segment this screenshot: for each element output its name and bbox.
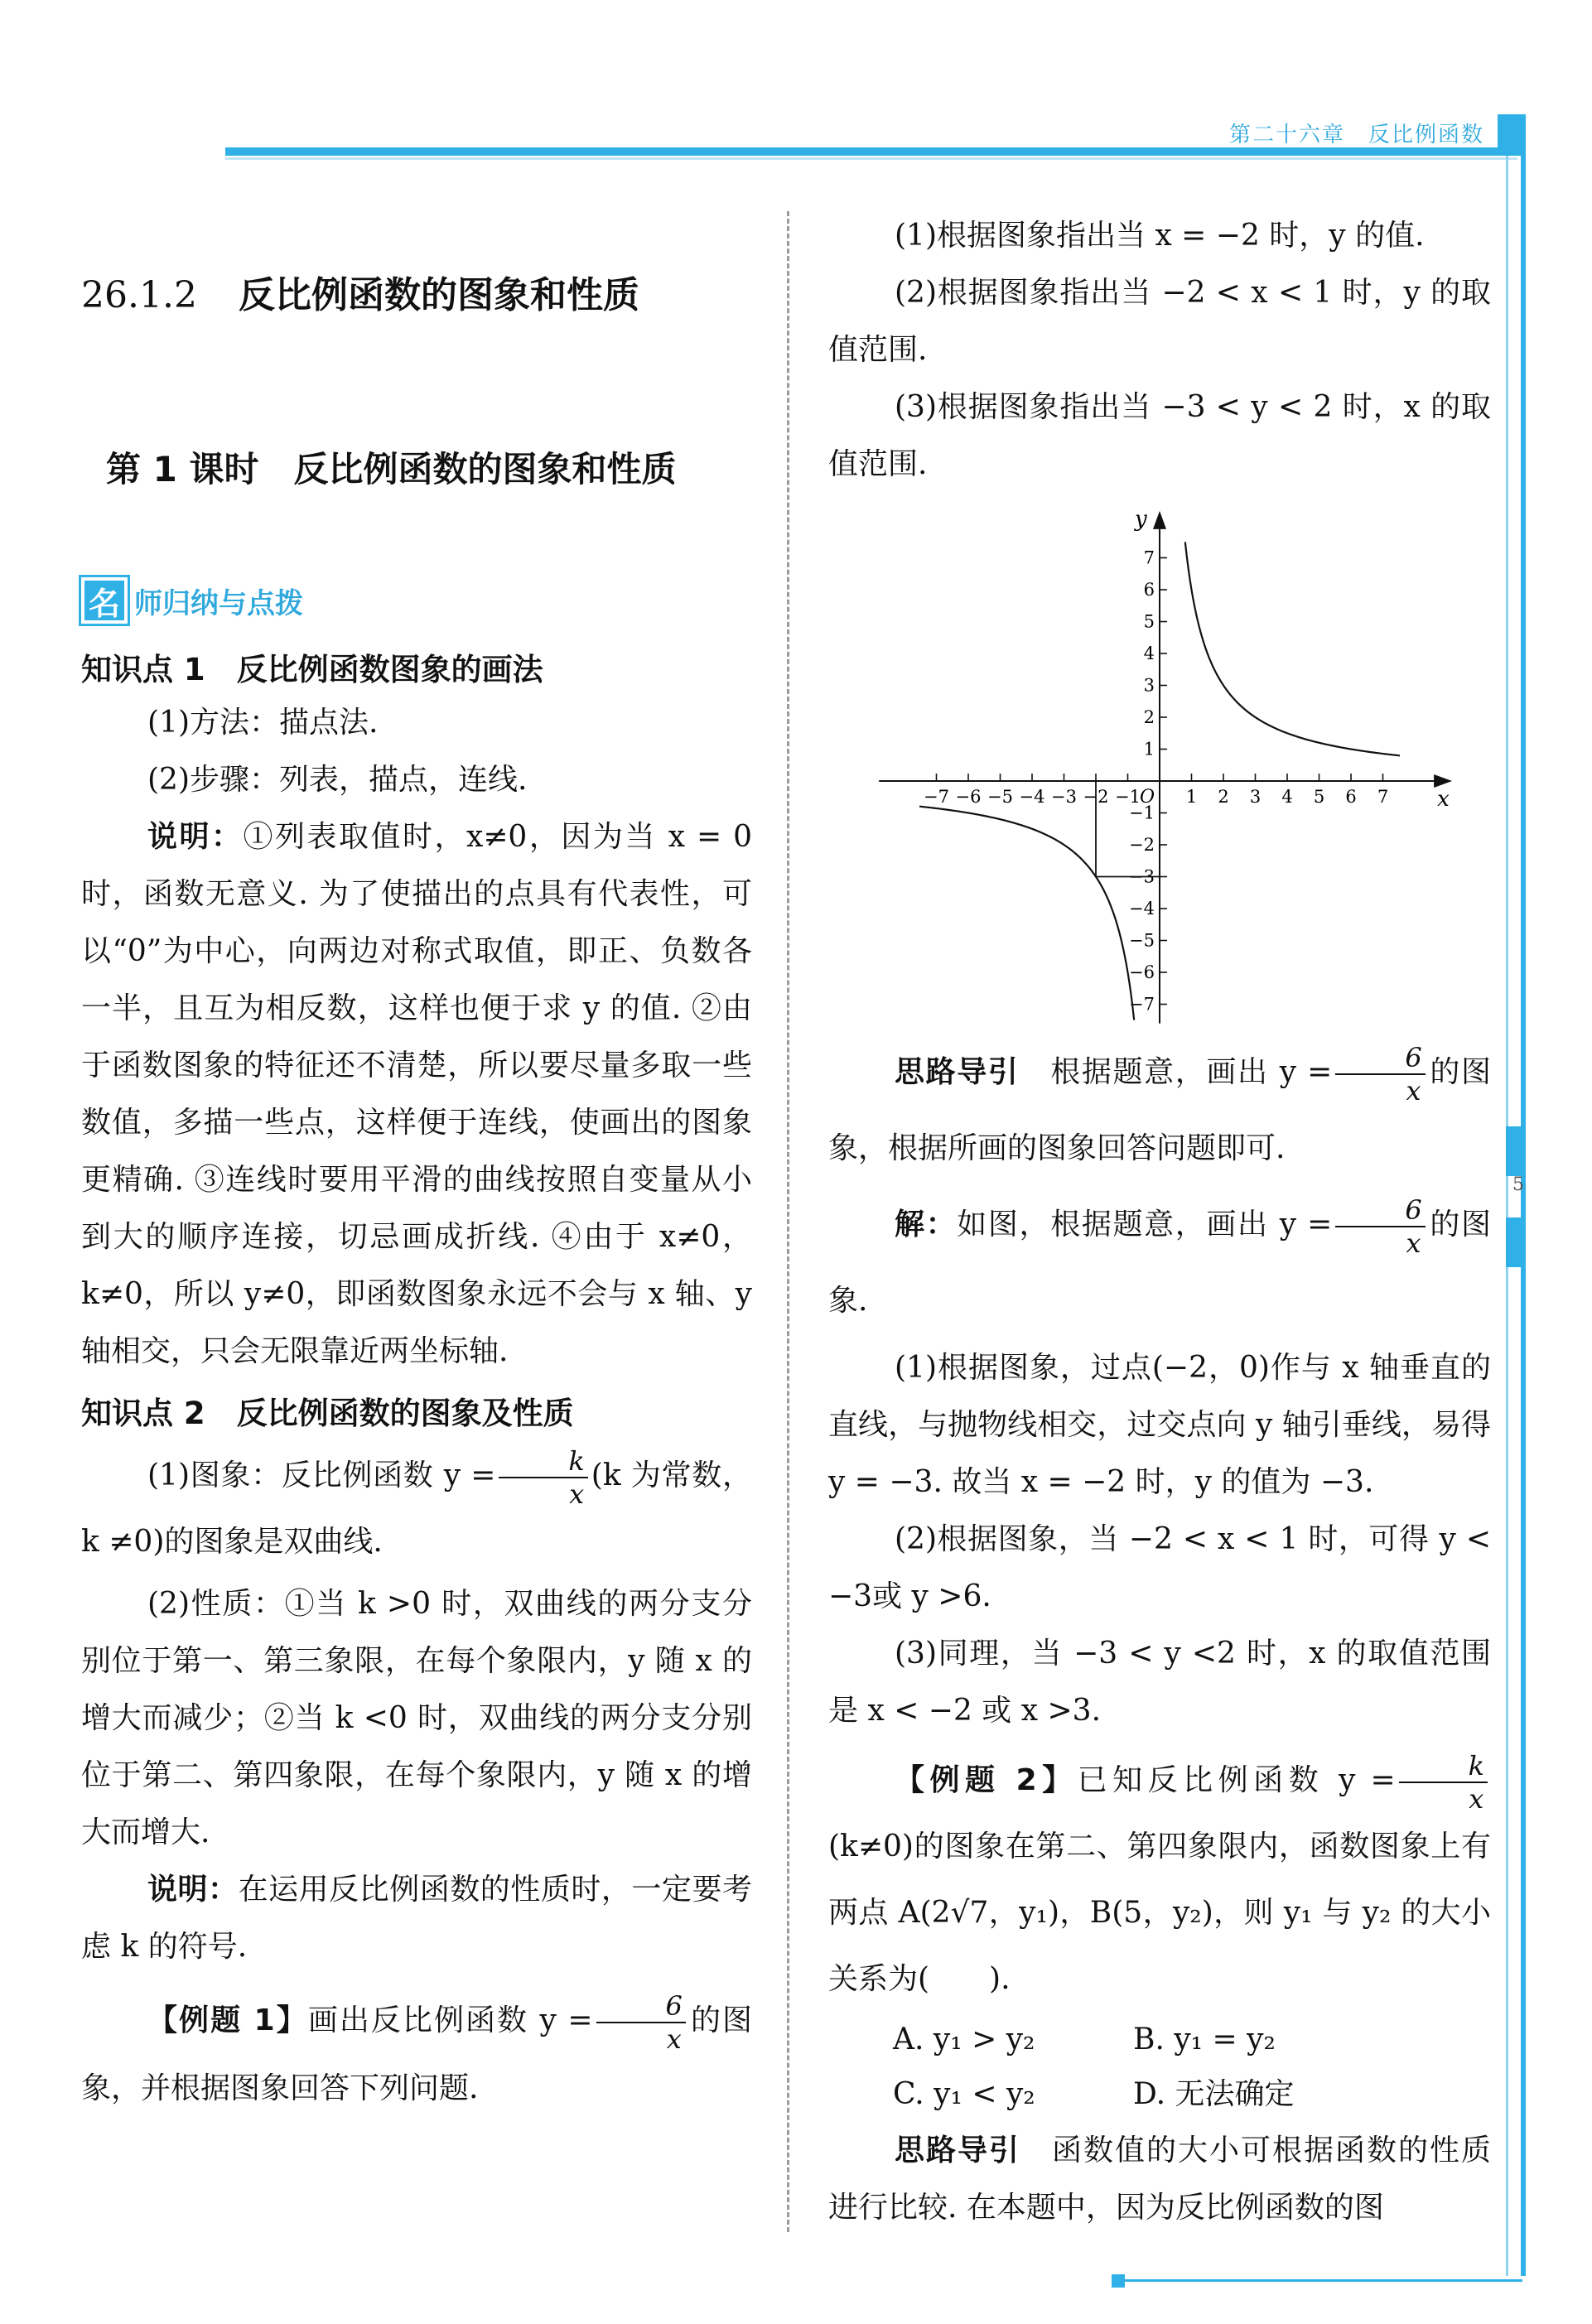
solution (828, 1187, 1491, 1339)
ming-badge-icon: 名 (81, 577, 128, 624)
y-axis-label: y (1135, 506, 1147, 532)
y-tick-label: −7 (1129, 994, 1155, 1015)
y-tick-label: 1 (1143, 739, 1155, 759)
option-a: A. y₁ > y₂ (893, 2023, 1035, 2056)
y-tick-label: −3 (1129, 866, 1155, 887)
hint-2-text: 函数值的大小可根据函数的性质进行比较. 在本题中，因为反比例函数的图 (828, 2134, 1491, 2225)
example-1-pre: 画出反比例函数 y = (307, 2003, 593, 2037)
kp2-note (81, 1861, 752, 1975)
x-axis-arrow (1434, 774, 1452, 788)
x-tick-label: −5 (987, 787, 1013, 807)
x-tick-label: 4 (1281, 787, 1293, 807)
left-column (81, 248, 752, 2123)
fraction-denominator: x (1469, 1783, 1484, 1815)
x-tick-label: 3 (1249, 787, 1262, 807)
example-2 (828, 1748, 1491, 2013)
kp1-method: (1)方法：描点法. (147, 706, 379, 740)
x-tick-label: 2 (1218, 787, 1229, 807)
hyperbola-branch-3 (889, 803, 1134, 1020)
y-tick-label: −5 (1129, 930, 1155, 951)
fraction-numerator: 6 (596, 1993, 686, 2023)
y-tick-label: −1 (1129, 803, 1155, 823)
fraction-denominator: x (569, 1478, 585, 1510)
banner-text: 师归纳与点拨 (134, 586, 303, 620)
options-row-1 (893, 2013, 1491, 2067)
hyperbola-branch-1 (1185, 542, 1430, 759)
y-tick-label: −6 (1129, 962, 1155, 982)
hint-1-label: 思路导引 (895, 1055, 1020, 1089)
x-tick-label: −6 (955, 787, 982, 807)
x-axis-label: x (1437, 787, 1450, 812)
example-1-post: 的图象，并根据图象回答下列问题. (81, 2003, 752, 2105)
x-tick-label: 5 (1313, 787, 1325, 807)
section-title: 反比例函数的图象和性质 (238, 274, 639, 316)
header-rule (225, 147, 1517, 156)
page-tab-upper (1506, 1126, 1526, 1176)
kp2-property: (2)性质：①当 k >0 时，双曲线的两分支分别位于第一、第三象限，在每个象限内，y 随 x 的增大而减少；②当 k <0 时，双曲线的两分支分别位于第二、第四象限，在每个象限内，y 随 x 的增大而增大. (81, 1587, 752, 1849)
header-rule-light (225, 157, 1517, 160)
example-1-tag: 【例题 1】 (147, 2003, 308, 2037)
bottom-square-marker (1112, 2274, 1125, 2288)
solution-post: 的图象. (828, 1208, 1491, 1318)
y-tick-label: −2 (1129, 835, 1155, 855)
fraction-denominator: x (1406, 1227, 1421, 1259)
kp2-note-label: 说明： (147, 1873, 239, 1907)
kp2-graph (81, 1443, 752, 1575)
kp2-graph-post: (k 为常数，k ≠0)的图象是双曲线. (81, 1459, 752, 1559)
fraction-numerator: 6 (1335, 1197, 1425, 1227)
kp1-name: 反比例函数图象的画法 (236, 652, 543, 687)
answer-2: (2)根据图象，当 −2 < x < 1 时，可得 y < −3或 y >6. (828, 1522, 1491, 1613)
kp1-note-label: 说明： (147, 820, 244, 854)
question-3: (3)根据图象指出当 −3 < y < 2 时，x 的取值范围. (828, 390, 1491, 481)
y-tick-label: 6 (1143, 580, 1155, 600)
example-2-tag: 【例题 2】 (895, 1763, 1078, 1797)
x-tick-label: −4 (1019, 787, 1045, 807)
teacher-summary-banner (81, 575, 752, 626)
x-tick-label: −7 (924, 787, 949, 807)
y-tick-label: 3 (1143, 675, 1155, 696)
lesson-title: 第 1 课时 反比例函数的图象和性质 (106, 449, 677, 489)
y-tick-label: 5 (1143, 611, 1155, 632)
y-axis-arrow (1153, 511, 1166, 529)
option-c: C. y₁ < y₂ (893, 2077, 1035, 2111)
x-tick-label: −2 (1083, 787, 1109, 807)
hint-1 (828, 1034, 1491, 1187)
kp1-note (81, 808, 752, 1380)
hyperbola-chart (919, 506, 1450, 1029)
knowledge-point-2-heading (81, 1388, 752, 1433)
section-heading (81, 265, 752, 318)
kp1-label: 知识点 1 (81, 652, 205, 687)
fraction-denominator: x (666, 2023, 682, 2055)
question-2: (2)根据图象指出当 −2 < x < 1 时，y 的取值范围. (828, 276, 1491, 367)
fraction-6-over-x (1335, 1042, 1425, 1107)
fraction-6-over-x (1335, 1194, 1425, 1259)
right-margin-rail-inner (1506, 156, 1508, 2276)
column-divider (787, 211, 789, 2232)
question-1: (1)根据图象指出当 x = −2 时，y 的值. (895, 219, 1425, 253)
section-number: 26.1.2 (81, 274, 197, 316)
example-2-pre: 已知反比例函数 y = (1077, 1763, 1396, 1797)
origin-label: O (1140, 787, 1155, 808)
chapter-title: 第二十六章 反比例函数 (1228, 123, 1484, 147)
right-column (828, 207, 1491, 2236)
hint-2-label: 思路导引 (895, 2134, 1020, 2167)
x-tick-label: 6 (1345, 787, 1357, 807)
fraction-numerator: k (499, 1448, 587, 1478)
fraction-numerator: 6 (1335, 1044, 1425, 1075)
kp2-graph-pre: (1)图象：反比例函数 y = (147, 1459, 496, 1492)
kp1-steps: (2)步骤：列表，描点，连线. (147, 763, 528, 797)
example-1 (81, 1987, 752, 2123)
example-2-post: (k≠0)的图象在第二、第四象限内，函数图象上有两点 A(2√7，y₁)，B(5，y₂)，则 y₁ 与 y₂ 的大小关系为( ). (828, 1830, 1491, 1996)
hint-2 (828, 2122, 1491, 2236)
fraction-6-over-x (596, 1990, 686, 2055)
fraction-k-over-x (1399, 1750, 1488, 1815)
hint-1-post: 的图象，根据所画的图象回答问题即可. (828, 1055, 1491, 1165)
knowledge-point-1-heading (81, 644, 752, 689)
y-tick-label: 4 (1143, 644, 1155, 663)
kp2-note-text: 在运用反比例函数的性质时，一定要考虑 k 的符号. (81, 1873, 752, 1964)
option-d: D. 无法确定 (1133, 2077, 1295, 2111)
y-tick-label: 7 (1143, 547, 1155, 568)
options-row-2 (893, 2067, 1491, 2122)
fraction-numerator: k (1399, 1753, 1488, 1783)
kp2-label: 知识点 2 (81, 1396, 205, 1431)
x-tick-label: −3 (1051, 787, 1077, 807)
bottom-rule (1125, 2279, 1522, 2282)
right-margin-rail (1521, 156, 1526, 2276)
hyperbola-graph (919, 506, 1450, 1029)
x-tick-label: −1 (1115, 787, 1141, 807)
y-tick-label: 2 (1143, 707, 1155, 727)
kp1-note-text: ①列表取值时，x≠0，因为当 x = 0 时，函数无意义. 为了使描出的点具有代表性，可以“0”为中心，向两边对称式取值，即正、负数各一半，且互为相反数，这样也便于求 y 的值. ②由于函数图象的特征还不清楚，所以要尽量多取一些数值，多描一些点，这样便于连线，使画出的图象更精确. ③连线时要用平滑的曲线按照自变量从小到大的顺序连接，切忌画成折线. ④由于 x≠0，k≠0，所以 y≠0，即函数图象永远不会与 x 轴、y 轴相交，只会无限靠近两坐标轴. (81, 820, 752, 1368)
page-tab-lower (1506, 1217, 1526, 1267)
option-b: B. y₁ = y₂ (1133, 2023, 1276, 2056)
page-number: 5 (1512, 1174, 1524, 1195)
y-tick-label: −4 (1129, 899, 1155, 919)
kp2-name: 反比例函数的图象及性质 (236, 1396, 574, 1431)
x-tick-label: 1 (1185, 787, 1198, 807)
solution-pre: 如图，根据题意，画出 y = (957, 1208, 1333, 1242)
answer-1: (1)根据图象，过点(−2，0)作与 x 轴垂直的直线，与抛物线相交，过交点向 y 轴引垂线，易得 y = −3. 故当 x = −2 时，y 的值为 −3. (828, 1351, 1491, 1499)
answer-3: (3)同理，当 −3 < y <2 时，x 的取值范围是 x < −2 或 x >3. (828, 1637, 1491, 1728)
x-tick-label: 7 (1377, 787, 1389, 807)
fraction-k-over-x (499, 1445, 587, 1510)
hint-1-pre: 根据题意，画出 y = (1050, 1055, 1333, 1089)
fraction-denominator: x (1406, 1075, 1421, 1107)
solution-label: 解： (895, 1208, 958, 1242)
